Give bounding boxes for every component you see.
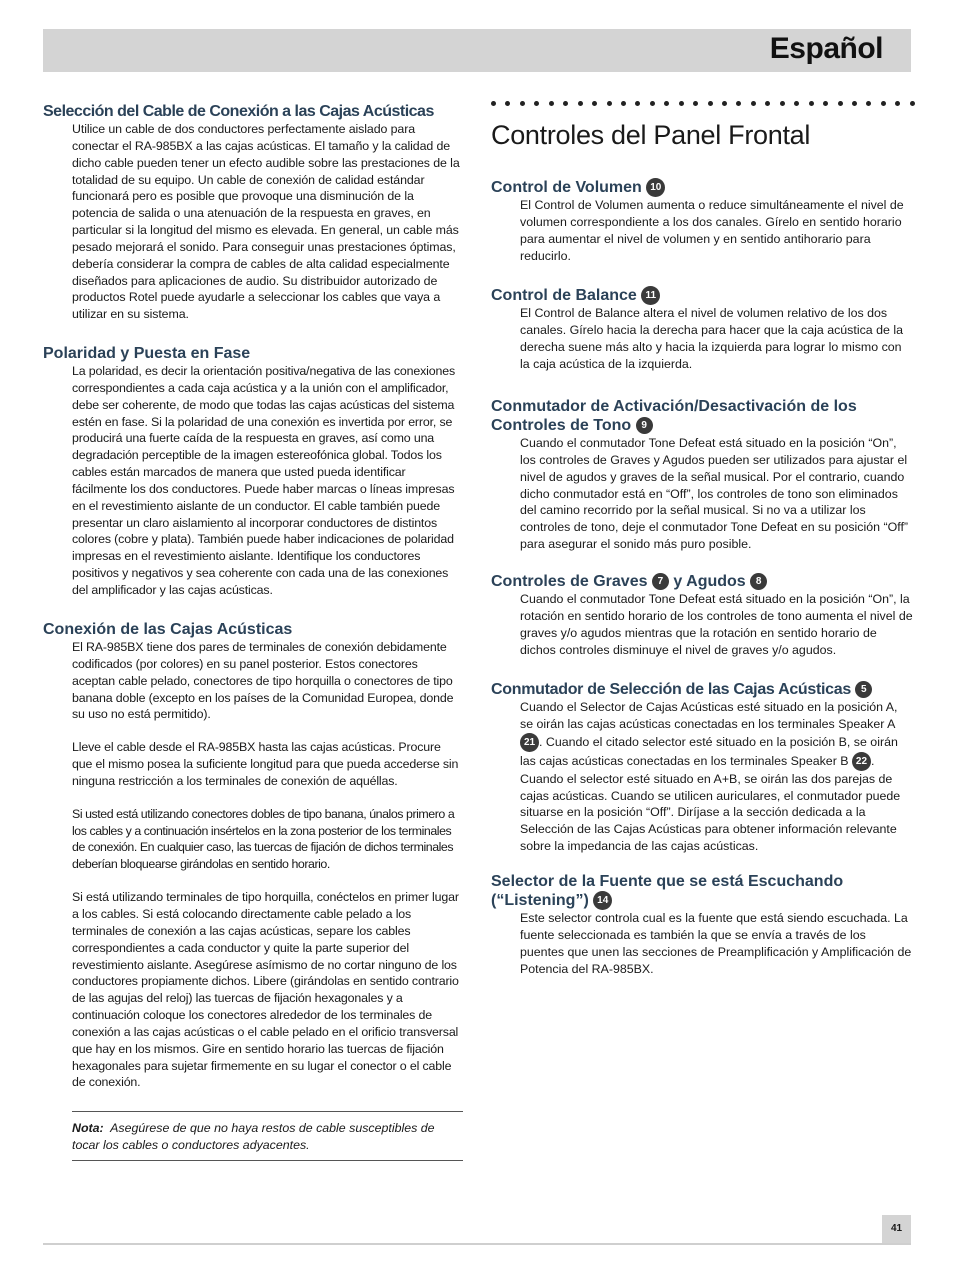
section-heading [491, 680, 913, 699]
number-badge: 5 [855, 681, 872, 698]
heading-text: Controles de Tono [491, 417, 632, 434]
body-text: . Cuando el citado selector esté situado en la posición B, se oirán las cajas acústicas conectadas en los terminales Speaker B [520, 734, 898, 768]
section-heading: Selección del Cable de Conexión a las Cajas Acústicas [43, 103, 434, 120]
section-tone-defeat [491, 397, 913, 553]
section-speaker-connection [43, 620, 463, 1091]
paragraph: Si está utilizando terminales de tipo horquilla, conéctelos en primer lugar a los cables. Si está colocando directamente cable pelado a los terminales de conexión a las cajas acústicas, separe los cables correspondientes a cada conductor y quite la parte superior del revestimiento aislante. Asegúrese asímismo de no cortar ninguno de los conductores propiamente dichos. Libere (girándolas en sentido contrario de las agujas del reloj) las tuercas de fijación hexagonales y a continuación coloque los conectores alrededor de los terminales de conexión a las cajas acústicas o el cable pelado en el orificio transversal que hay en los mismos. Gire en sentido horario las tuercas de fijación hexagonales para sujetar firmemente en su lugar el conector o el cable de conexión. [72, 890, 459, 1090]
section-heading [491, 397, 913, 435]
heading-text: Selector de la Fuente que se está Escuchando [491, 873, 844, 890]
section-heading [491, 178, 913, 197]
body-text: . Cuando el selector esté situado en A+B, se oirán las dos parejas de cajas acústicas. Cuando se utilicen auriculares, el conmutador puede situarse en la posición “Off”. Diríjase a la sección dedicada a la Selección de las Cajas Acústicas para obtener información relevante sobre la impedancia de las cajas acústicas. [520, 753, 901, 854]
section-heading: Polaridad y Puesta en Fase [43, 345, 251, 362]
section-bass-treble [491, 572, 913, 658]
section-heading [491, 572, 913, 591]
body-text: Cuando el Selector de Cajas Acústicas esté situado en la posición A, se oirán las cajas acústicas conectadas en los terminales Speaker A [520, 700, 898, 731]
header-bar [43, 29, 911, 72]
heading-text: (“Listening”) [491, 892, 589, 909]
section-listening-selector [491, 872, 913, 978]
heading-text: Control de Balance [491, 287, 637, 304]
page-title: Español [769, 32, 883, 65]
note-text [72, 1120, 463, 1154]
section-heading [491, 872, 913, 910]
heading-text: Control de Volumen [491, 179, 642, 196]
section-heading [491, 286, 913, 305]
note-label: Nota: [72, 1121, 104, 1135]
note-box [72, 1111, 463, 1161]
number-badge: 10 [646, 178, 665, 197]
section-body: Utilice un cable de dos conductores perfectamente aislado para conectar el RA-985BX a las cajas acústicas. El tamaño y la calidad de dicho cable pueden tener un efecto audible sobre las prestaciones de la totalidad de su equipo. Un cable de conexión de calidad estándar funcionará pero es posible que provoque una disminución de la potencia de salida o una atenuación de la respuesta en graves, en particular si la longitud del mismo es elevada. En general, un cable más pesado mejorará el sonido. Para conseguir unas prestaciones óptimas, debería considerar la compra de cables de alta calidad especialmente diseñados para aplicaciones de audio. Su distribuidor autorizado de productos Rotel puede ayudarle a seleccionar los cables que vaya a utilizar en su sistema. [72, 122, 460, 322]
section-volume [491, 178, 913, 265]
section-body: El Control de Balance altera el nivel de volumen relativo de los dos canales. Gírelo hacia la derecha para hacer que la caja acústica de la derecha suene más alto y hacia la izquierda para lograr lo mismo con la caja acústica de la izquierda. [520, 306, 903, 371]
heading-text: Conmutador de Activación/Desactivación de los [491, 398, 857, 415]
section-body: Cuando el conmutador Tone Defeat está situado en la posición “On”, los controles de Graves y Agudos pueden ser utilizados para ajustar el nivel de agudos y graves de la señal musical. Por el contrario, cuando dicho conmutador está en “Off”, los controles de tono son eliminados del camino recorrido por la señal musical. Si no va a utilizar los controles de tono, deje el conmutador Tone Defeat en su posición “Off” para asegurar el sonido más puro posible. [520, 436, 909, 552]
dotted-divider [491, 98, 915, 108]
page-number: 41 [882, 1215, 911, 1243]
number-badge: 22 [852, 752, 871, 771]
number-badge: 7 [652, 573, 669, 590]
section-body: El Control de Volumen aumenta o reduce simultáneamente el nivel de volumen correspondiente a los dos canales. Gírelo en sentido horario para aumentar el nivel de volumen y en sentido antihorario para reducirlo. [520, 198, 904, 263]
section-balance [491, 286, 913, 373]
section-body: La polaridad, es decir la orientación positiva/negativa de las conexiones correspondientes a cada caja acústica y a la unión con el amplificador, debe ser coherente, de modo que todas las cajas acústicas del sistema estén en fase. Si la polaridad de una conexión es invertida por error, se producirá una fuerte caída de la respuesta en graves, así como una degradación perceptible de la imagen estereofónica global. Todos los cables están marcados de manera que usted pueda identificar fácilmente los dos conductores. Puede haber marcas o líneas impresas en el revestimiento aislante de un conductor. El cable también puede presentar un claro aislamiento al incorporar conductores de distintos colores (cobre y plata). También puede haber indicaciones de polaridad impresas en el revestimiento aislante. Identifique los conductores positivos y negativos y sea coherente con cada una de las conexiones del amplificador y las cajas acústicas. [72, 364, 456, 597]
number-badge: 9 [636, 417, 653, 434]
number-badge: 8 [750, 573, 767, 590]
number-badge: 14 [593, 891, 612, 910]
section-main-title: Controles del Panel Frontal [491, 120, 811, 150]
footer-line [43, 1243, 911, 1245]
section-body: Este selector controla cual es la fuente que está siendo escuchada. La fuente seleccionada es también la que se envía a través de los puentes que unen las secciones de Preamplificación y Amplificación de Potencia del RA-985BX. [520, 911, 912, 976]
number-badge: 11 [641, 286, 660, 305]
heading-text: y Agudos [673, 573, 746, 590]
paragraph: El RA-985BX tiene dos pares de terminales de conexión debidamente codificados (por colores) en su panel posterior. Estos conectores aceptan cable pelado, conectores de tipo horquilla o conectores de tipo banana doble (excepto en los países de la Comunidad Europea, donde su uso no está permitido). [72, 640, 454, 722]
paragraph: Lleve el cable desde el RA-985BX hasta las cajas acústicas. Procure que el mismo posea la suficiente longitud para que pueda accederse sin ninguna restricción a los terminales de conexión de aquéllas. [72, 740, 459, 788]
section-body [520, 699, 913, 855]
section-speaker-selector [491, 680, 913, 855]
heading-text: Conmutador de Selección de las Cajas Acústicas [491, 681, 851, 698]
note-body: Asegúrese de que no haya restos de cable susceptibles de tocar los cables o conductores adyacentes. [72, 1121, 435, 1152]
paragraph: Si usted está utilizando conectores dobles de tipo banana, únalos primero a los cables y a continuación insértelos en la zona posterior de los terminales de conexión. En cualquier caso, las tuercas de fijación de dichos terminales deberían bloquearse girándolas en sentido horario. [72, 806, 455, 872]
heading-text: Controles de Graves [491, 573, 648, 590]
section-cable-selection [43, 102, 463, 323]
number-badge: 21 [520, 733, 539, 752]
section-polarity [43, 344, 463, 599]
section-heading: Conexión de las Cajas Acústicas [43, 621, 293, 638]
section-body: Cuando el conmutador Tone Defeat está situado en la posición “On”, la rotación en sentido horario de los controles de tono aumenta el nivel de graves y/o agudos mientras que la rotación en sentido horario de dichos controles disminuye el nivel de graves y/o agudos. [520, 592, 913, 657]
